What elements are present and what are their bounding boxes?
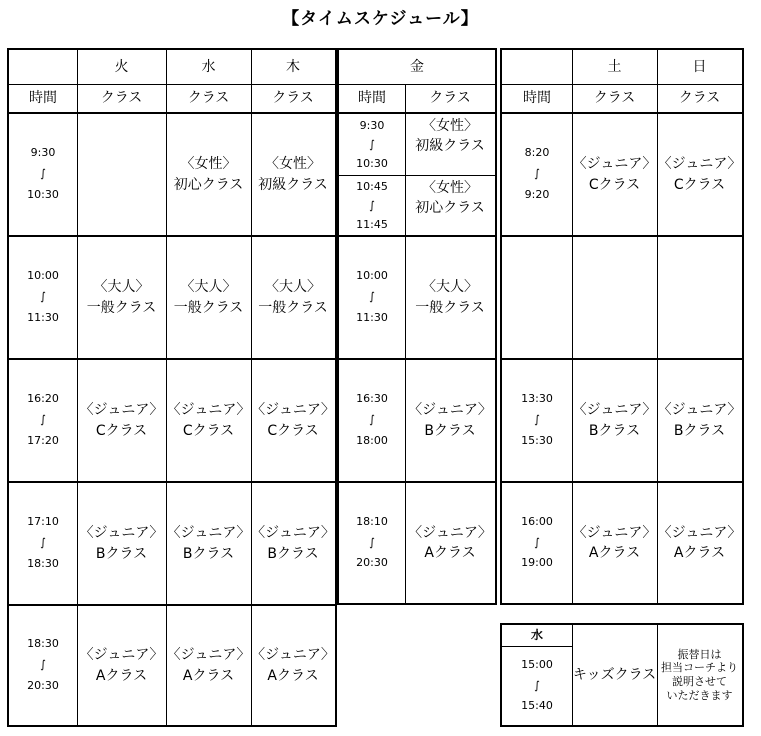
class-cell: 〈ジュニア〉 Aクラス [572, 524, 657, 561]
class-cell: 〈女性〉 初級クラス [415, 118, 485, 155]
time-cell: 10:45 ∫ 11:45 [356, 179, 388, 232]
kids-class: キッズクラス [572, 666, 657, 683]
class-cell: 〈ジュニア〉 Bクラス [79, 525, 164, 562]
class-cell: 〈ジュニア〉 Aクラス [79, 647, 164, 684]
class-cell: 〈ジュニア〉 Aクラス [166, 647, 251, 684]
time-cell: 18:30 ∫ 20:30 [27, 637, 59, 692]
time-cell: 16:30 ∫ 18:00 [356, 392, 388, 447]
class-cell: 〈ジュニア〉 Cクラス [572, 156, 657, 193]
col-header-class: クラス [593, 90, 636, 107]
class-cell: 〈女性〉 初心クラス [415, 180, 485, 217]
time-cell: 10:00 ∫ 11:30 [356, 269, 388, 324]
time-cell: 17:10 ∫ 18:30 [27, 515, 59, 570]
table-weekend [500, 48, 744, 605]
kids-day: 水 [530, 627, 543, 642]
col-header-time: 時間 [523, 90, 551, 107]
time-cell: 9:30 ∫ 10:30 [356, 118, 388, 171]
col-header-class: クラス [272, 90, 314, 107]
class-cell: 〈大人〉 一般クラス [173, 279, 244, 316]
time-cell: 16:20 ∫ 17:20 [27, 392, 59, 447]
table-kids [500, 623, 744, 727]
class-cell: 〈ジュニア〉 Bクラス [572, 402, 657, 439]
day-header-sat: 土 [607, 58, 622, 75]
time-cell: 8:20 ∫ 9:20 [524, 146, 550, 201]
time-cell: 10:00 ∫ 11:30 [27, 269, 59, 324]
class-cell: 〈女性〉 初級クラス [258, 156, 328, 193]
day-header-tue: 火 [114, 58, 129, 75]
class-cell: 〈ジュニア〉 Cクラス [79, 402, 164, 439]
page-title: 【タイムスケジュール】 [282, 9, 479, 29]
class-cell [77, 114, 166, 235]
day-header-wed: 水 [201, 58, 216, 75]
class-cell: 〈ジュニア〉 Cクラス [166, 402, 251, 439]
class-cell: 〈ジュニア〉 Bクラス [657, 402, 742, 439]
class-cell: 〈女性〉 初心クラス [173, 156, 244, 193]
class-cell: 〈ジュニア〉 Aクラス [251, 647, 335, 684]
col-header-class: クラス [678, 90, 721, 107]
class-cell: 〈ジュニア〉 Bクラス [408, 402, 492, 439]
col-header-time: 時間 [358, 90, 386, 107]
class-cell: 〈ジュニア〉 Aクラス [408, 524, 492, 561]
day-header-fri: 金 [410, 58, 424, 75]
class-cell: 〈大人〉 一般クラス [258, 279, 328, 316]
col-header-time: 時間 [29, 90, 57, 107]
class-cell: 〈ジュニア〉 Cクラス [251, 402, 335, 439]
class-cell: 〈大人〉 一般クラス [415, 279, 485, 316]
kids-time: 15:00 ∫ 15:40 [521, 657, 553, 713]
class-cell: 〈ジュニア〉 Bクラス [251, 525, 335, 562]
day-header-thu: 木 [286, 58, 300, 75]
col-header-class: クラス [100, 90, 143, 107]
class-cell: 〈ジュニア〉 Cクラス [657, 156, 742, 193]
kids-note: 振替日は 担当コーチより 説明させて いただきます [661, 647, 738, 702]
day-header-sun: 日 [692, 58, 707, 75]
table-fri [337, 48, 497, 605]
class-cell: 〈ジュニア〉 Bクラス [166, 525, 251, 562]
class-cell: 〈ジュニア〉 Aクラス [657, 524, 742, 561]
time-cell: 13:30 ∫ 15:30 [521, 392, 553, 447]
table-tue-thu [7, 48, 337, 727]
time-cell: 18:10 ∫ 20:30 [356, 514, 388, 570]
class-cell: 〈大人〉 一般クラス [86, 279, 157, 316]
col-header-class: クラス [187, 90, 230, 107]
time-cell: 16:00 ∫ 19:00 [521, 514, 553, 570]
time-cell: 9:30 ∫ 10:30 [27, 146, 59, 201]
col-header-class: クラス [429, 90, 471, 107]
